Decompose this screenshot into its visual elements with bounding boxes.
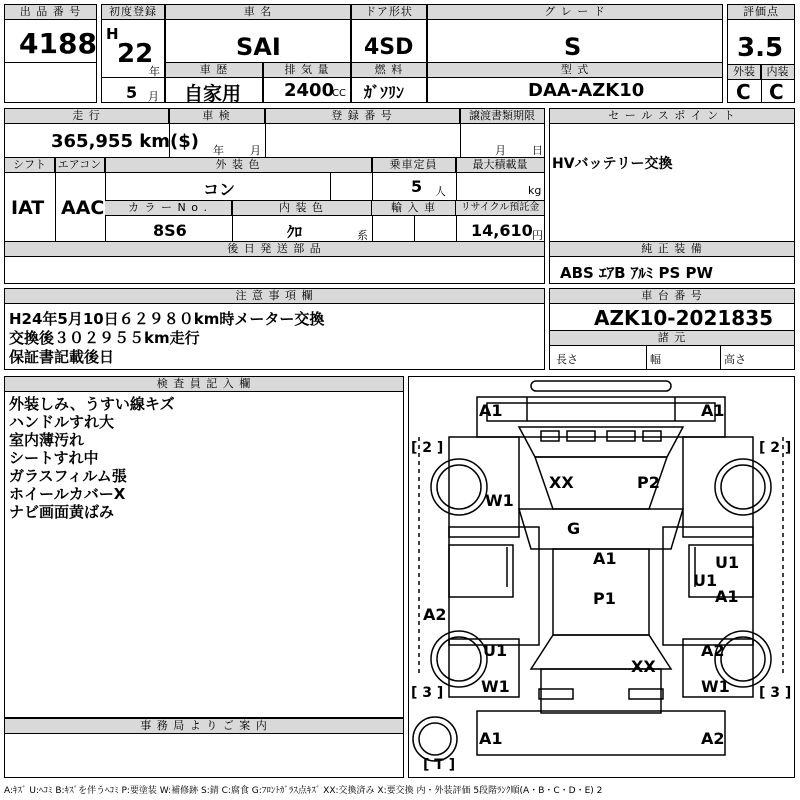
- inspector-line: 外装しみ、うすい線キズ: [9, 395, 175, 413]
- damage-mark: A1: [479, 401, 503, 420]
- transfer-month-unit: 月: [495, 144, 506, 157]
- damage-mark: A2: [701, 641, 725, 660]
- recycle-fee: 14,610: [471, 221, 533, 240]
- fuel-label: 燃 料: [352, 63, 426, 78]
- import-label: 輸 入 車: [372, 201, 456, 216]
- damage-mark: U1: [483, 641, 508, 660]
- bracket-right-3: [ 3 ]: [759, 685, 792, 701]
- car-name: SAI: [236, 33, 281, 61]
- air-conditioner: AAC: [61, 197, 105, 219]
- height-label: 高さ: [724, 353, 746, 366]
- capacity-unit: 人: [435, 185, 446, 198]
- registration-month: 5: [126, 83, 138, 102]
- inspector-line: ナビ画面黄ばみ: [9, 503, 115, 521]
- exterior-label: 外装: [728, 65, 761, 80]
- mileage-label: 走 行: [5, 109, 169, 124]
- capacity-label: 乗車定員: [372, 158, 456, 173]
- displacement-box: [263, 62, 351, 103]
- displacement-label: 排 気 量: [264, 63, 350, 78]
- lot-number-box: [4, 4, 97, 103]
- bracket-left-3: [ 3 ]: [411, 685, 444, 701]
- interior-color-label: 内 装 色: [232, 201, 372, 216]
- damage-mark: XX: [631, 657, 656, 676]
- ac-label: エアコン: [55, 158, 105, 173]
- mileage: 365,955 km($): [51, 131, 199, 152]
- chassis-number-label: 車 台 番 号: [550, 289, 794, 304]
- damage-mark: A1: [715, 587, 739, 606]
- shift: IAT: [11, 197, 45, 219]
- grade-label: グ レ ー ド: [428, 5, 722, 20]
- damage-mark: A2: [701, 729, 725, 748]
- interior-color: ｸﾛ: [287, 223, 303, 241]
- damage-mark: A1: [479, 729, 503, 748]
- model-box: [427, 62, 723, 103]
- first-registration-box: [101, 4, 165, 103]
- office-label: 事 務 局 よ り ご 案 内: [5, 719, 403, 734]
- exterior-color: コン: [203, 180, 236, 199]
- score-box: [727, 4, 795, 103]
- spec-label: 諸 元: [550, 331, 794, 346]
- sales-point-label: セ ー ル ス ポ イ ン ト: [550, 109, 794, 124]
- damage-mark: W1: [481, 677, 510, 696]
- damage-mark: A1: [593, 549, 617, 568]
- displacement-unit: CC: [332, 88, 346, 99]
- later-parts-label: 後 日 発 送 部 品: [5, 242, 544, 257]
- car-body-diagram: [409, 377, 794, 777]
- note-line: 保証書記載後日: [9, 348, 115, 366]
- office-box: [4, 718, 404, 778]
- history: 自家用: [184, 83, 242, 105]
- era: H: [106, 25, 119, 43]
- damage-mark: W1: [485, 491, 514, 510]
- fuel: ｶﾞｿﾘﾝ: [364, 83, 405, 102]
- year-unit: 年: [149, 65, 160, 78]
- history-label: 車 歴: [166, 63, 262, 78]
- door-type-label: ドア形状: [352, 5, 426, 20]
- registration-year: 22: [117, 39, 154, 69]
- interior-color-unit: 系: [357, 229, 368, 242]
- damage-mark: P2: [637, 473, 660, 492]
- legend: A:ｷｽﾞ U:ﾍｺﾐ B:ｷｽﾞを伴うﾍｺﾐ P:要塗装 W:補修跡 S:錆 C:腐食 G:ﾌﾛﾝﾄｶﾞﾗｽ点ｷｽﾞ XX:交換済み X:要交換 内・外装評価 5段階ﾗﾝｸ順(A・B・C・D・E) 2: [4, 786, 603, 796]
- month-unit: 月: [148, 90, 159, 103]
- notes-label: 注 意 事 項 欄: [5, 289, 544, 304]
- vehicle-detail-table: [4, 108, 545, 284]
- damage-mark: W1: [701, 677, 730, 696]
- grade: S: [564, 33, 582, 61]
- inspection-year-unit: 年: [213, 144, 224, 157]
- damage-mark: XX: [549, 473, 574, 492]
- damage-mark: P1: [593, 589, 616, 608]
- sales-point: HVバッテリー交換: [552, 156, 673, 172]
- model: DAA-AZK10: [528, 80, 645, 101]
- lot-number: 4188: [19, 27, 97, 60]
- note-line: 交換後３０２９５５km走行: [9, 329, 200, 347]
- color-number: 8S6: [153, 221, 187, 240]
- recycle-fee-unit: 円: [532, 229, 543, 242]
- first-registration-label: 初度登録: [102, 5, 164, 20]
- inspector-label: 検 査 員 記 入 欄: [5, 377, 403, 392]
- damage-diagram: [408, 376, 795, 778]
- capacity: 5: [411, 177, 423, 196]
- chassis-box: [549, 288, 795, 370]
- transfer-day-unit: 日: [532, 144, 543, 157]
- equipment: ABS ｴｱB ｱﾙﾐ PS PW: [560, 264, 714, 282]
- score-label: 評価点: [728, 5, 794, 20]
- exterior-color-label: 外 装 色: [105, 158, 372, 173]
- notes-box: [4, 288, 545, 370]
- length-label: 長さ: [556, 353, 578, 366]
- bracket-t: [ T ]: [423, 757, 456, 773]
- score: 3.5: [737, 33, 784, 63]
- bracket-right-2: [ 2 ]: [759, 440, 792, 456]
- color-number-label: カ ラ ー N o .: [105, 201, 232, 216]
- bracket-left-2: [ 2 ]: [411, 440, 444, 456]
- damage-mark: G: [567, 519, 581, 538]
- displacement: 2400: [284, 80, 335, 101]
- inspector-line: 室内薄汚れ: [9, 431, 85, 449]
- exterior-grade: C: [736, 80, 751, 104]
- car-name-label: 車 名: [166, 5, 350, 20]
- inspection-label: 車 検: [169, 109, 265, 124]
- recycle-fee-label: リサイクル預託金: [456, 201, 544, 216]
- inspector-line: ホイールカバーX: [9, 485, 126, 503]
- inspector-box: [4, 376, 404, 718]
- damage-mark: A1: [701, 401, 725, 420]
- fuel-box: [351, 62, 427, 103]
- damage-mark: U1: [715, 553, 740, 572]
- max-load-unit: kg: [528, 184, 542, 197]
- note-line: H24年5月10日６２９８０km時メーター交換: [9, 310, 325, 328]
- lot-number-label: 出 品 番 号: [5, 5, 96, 20]
- shift-label: シフト: [5, 158, 55, 173]
- damage-mark: U1: [693, 571, 718, 590]
- interior-grade: C: [769, 80, 784, 104]
- door-type: 4SD: [364, 35, 414, 60]
- interior-label: 内装: [761, 65, 794, 80]
- inspection-month-unit: 月: [250, 144, 261, 157]
- history-box: [165, 62, 263, 103]
- width-label: 幅: [650, 353, 661, 366]
- registration-number-label: 登 録 番 号: [265, 109, 460, 124]
- sales-point-box: [549, 108, 795, 284]
- inspector-line: シートすれ中: [9, 449, 99, 467]
- max-load-label: 最大積載量: [456, 158, 544, 173]
- inspector-line: ハンドルすれ大: [9, 413, 115, 431]
- damage-mark: A2: [423, 605, 447, 624]
- model-label: 型 式: [428, 63, 722, 78]
- chassis-number: AZK10-2021835: [594, 306, 774, 330]
- inspector-line: ガラスフィルム張: [9, 467, 127, 485]
- equipment-label: 純 正 装 備: [550, 242, 794, 257]
- transfer-deadline-label: 譲渡書類期限: [460, 109, 544, 124]
